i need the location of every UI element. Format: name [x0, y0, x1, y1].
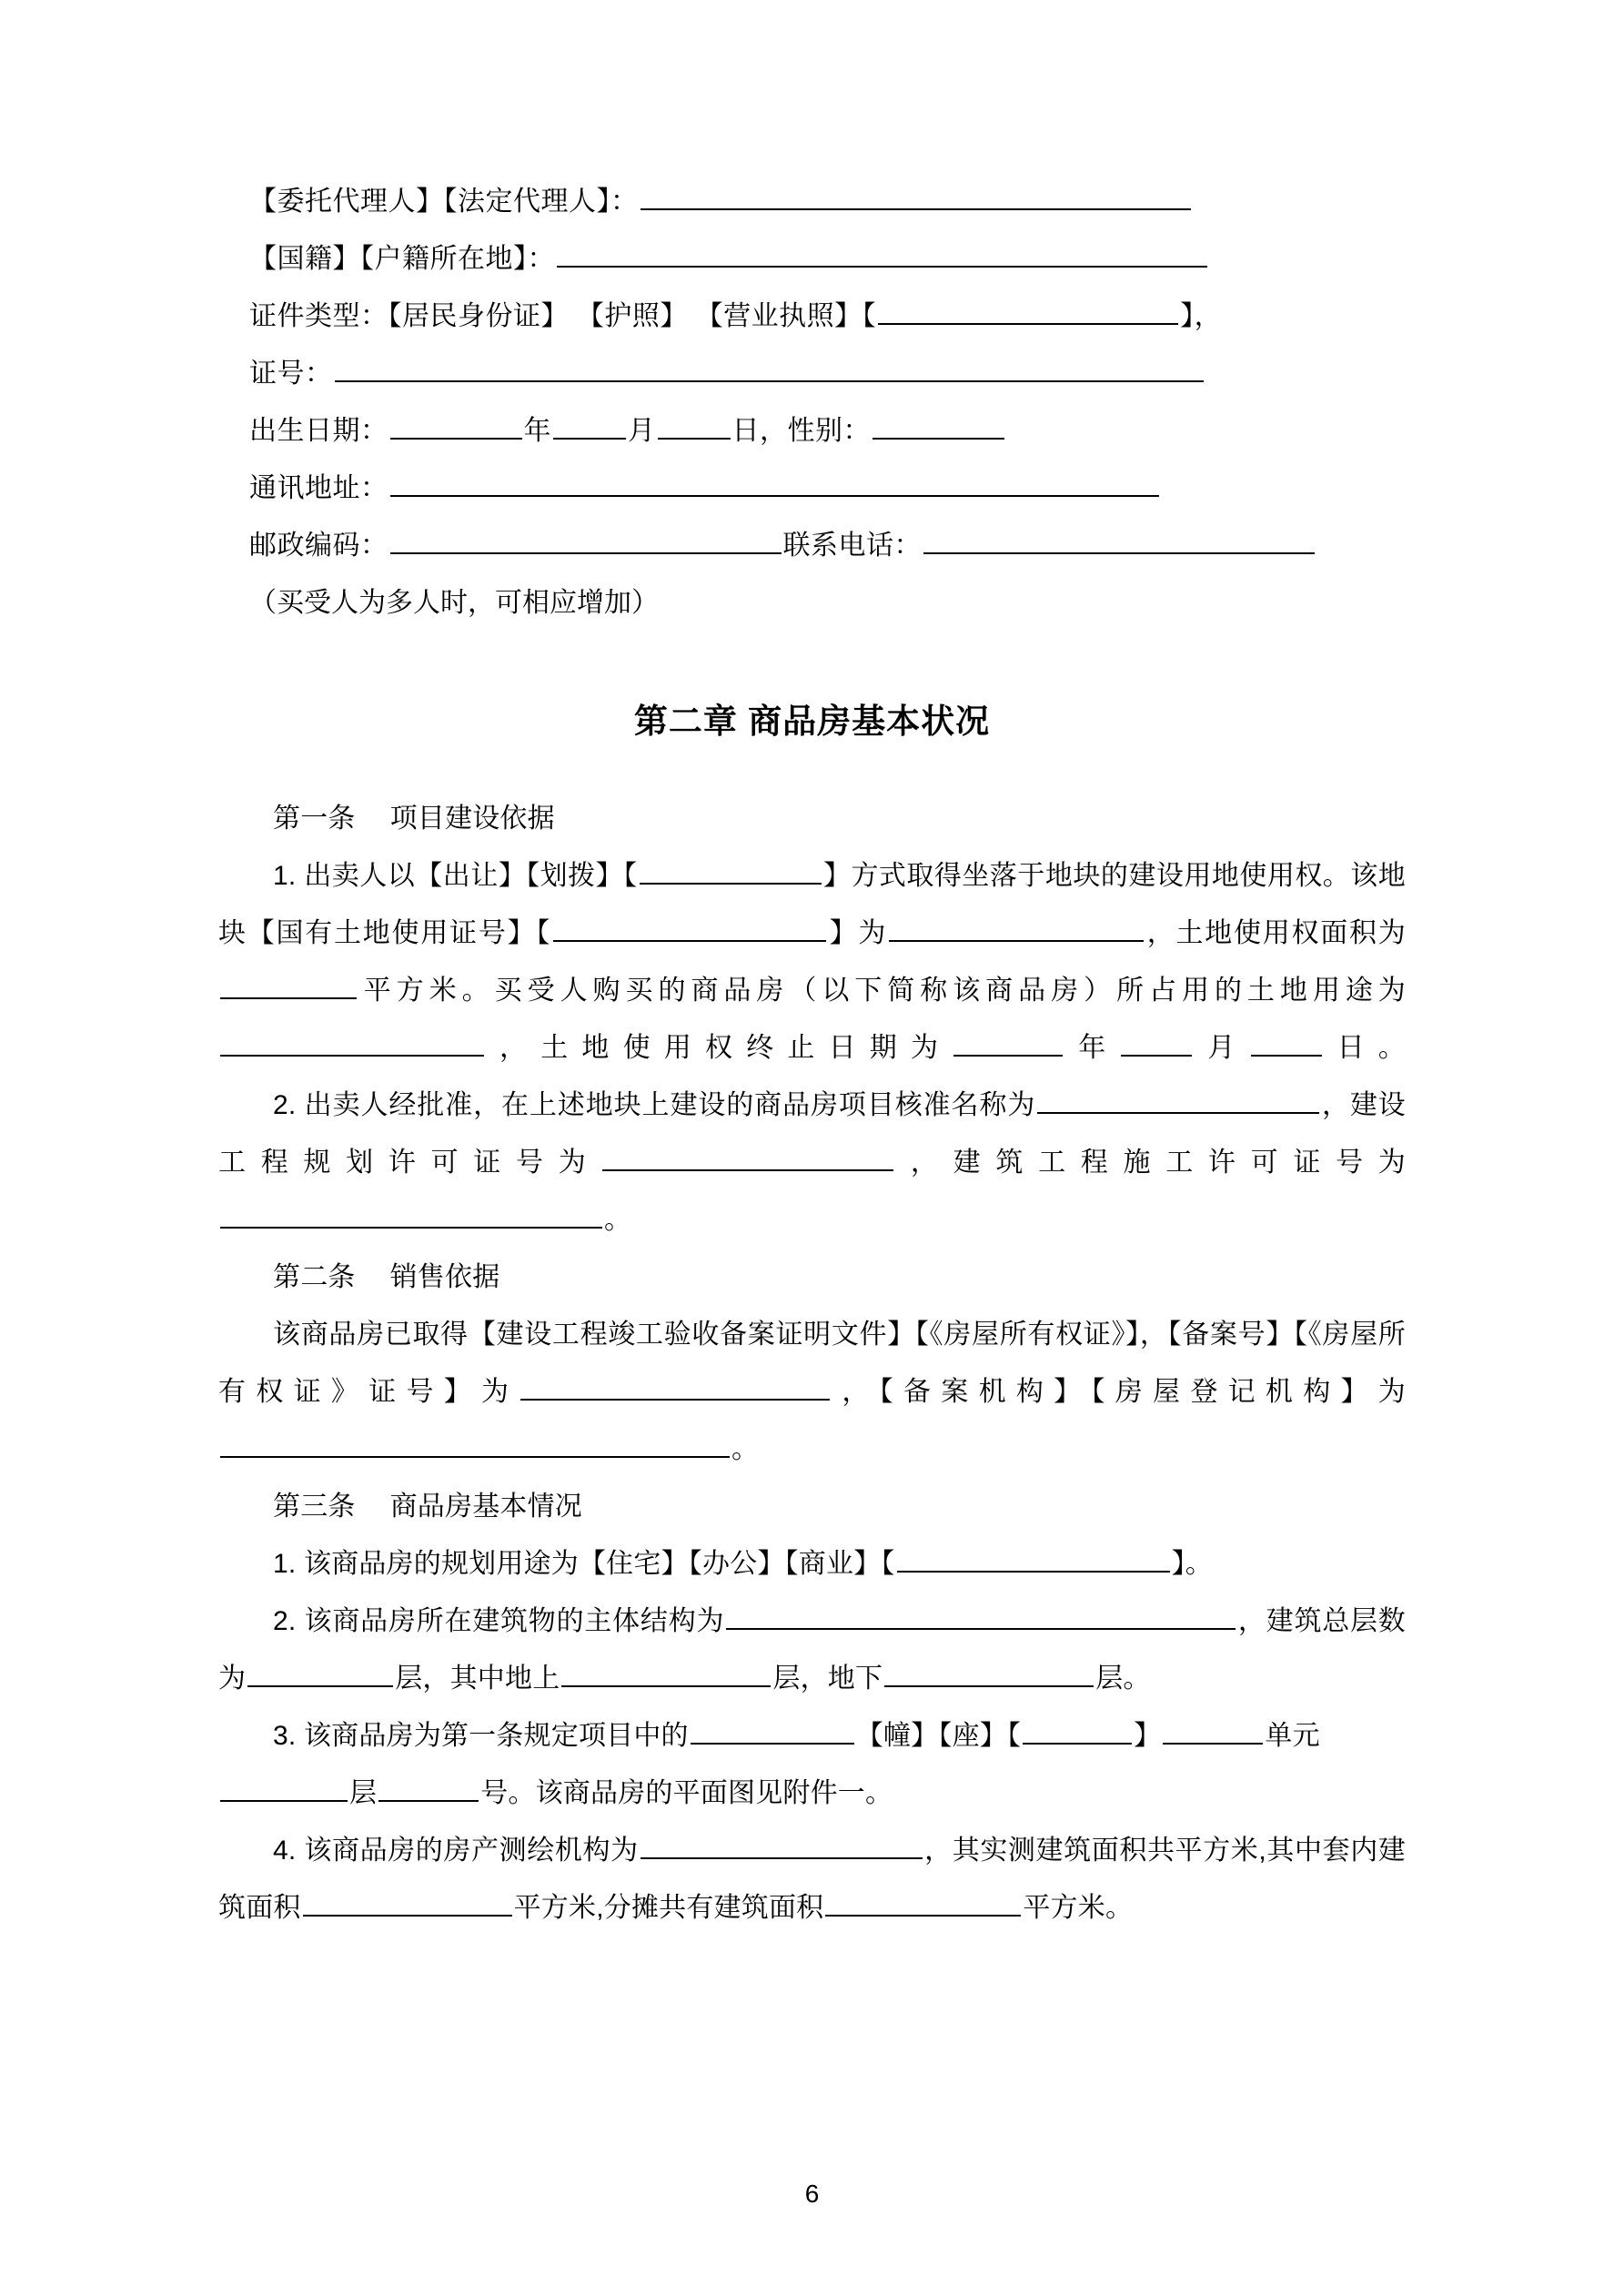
- fill-blank[interactable]: [335, 349, 1204, 382]
- fill-blank[interactable]: [220, 1425, 730, 1458]
- t: 4. 该商品房的房产测绘机构为: [273, 1836, 639, 1866]
- party-line-birth-label: 出生日期：: [249, 416, 388, 446]
- t: ，建筑工程施工许可证号为: [895, 1148, 1406, 1178]
- fill-blank[interactable]: [247, 1654, 393, 1687]
- fill-blank[interactable]: [220, 1024, 484, 1057]
- fill-blank[interactable]: [953, 1024, 1063, 1057]
- t: 。: [731, 1434, 760, 1464]
- article-2-paragraph: [218, 1306, 1406, 1478]
- fill-blank[interactable]: [640, 852, 822, 885]
- t: ，建筑总层数为: [218, 1606, 1406, 1694]
- party-line-phone-label: 联系电话：: [782, 531, 922, 561]
- fill-blank[interactable]: [658, 407, 731, 440]
- article-2-number: 第二条: [273, 1262, 356, 1292]
- article-1-number: 第一条: [273, 804, 356, 834]
- article-3-item-2: [218, 1593, 1406, 1707]
- fill-blank[interactable]: [641, 1826, 923, 1859]
- party-line-nationality: [218, 230, 1406, 288]
- birth-day-gender-label: 日，性别：: [731, 416, 871, 446]
- article-1-title: 项目建设依据: [389, 804, 555, 834]
- t: ，土地使用权面积为: [1145, 918, 1406, 948]
- fill-blank[interactable]: [878, 292, 1178, 325]
- fill-blank[interactable]: [884, 1654, 1094, 1687]
- t: 该商品房已取得【建设工程竣工验收备案证明文件】【《房屋所有权证》】，【备案号】【《房屋所有权证》证号】为: [218, 1320, 1406, 1407]
- article-3-number: 第三条: [273, 1492, 356, 1522]
- fill-blank[interactable]: [220, 1196, 602, 1229]
- fill-blank[interactable]: [557, 235, 1207, 268]
- article-3-item-1: [218, 1535, 1406, 1593]
- t: 1. 出卖人以【出让】【划拨】【: [273, 861, 638, 891]
- article-2-heading: [218, 1249, 1406, 1306]
- t: ，建设工程规划许可证号为: [218, 1090, 1406, 1178]
- t: 层。: [1095, 1664, 1151, 1694]
- fill-blank[interactable]: [303, 1884, 512, 1917]
- fill-blank[interactable]: [923, 521, 1315, 554]
- t: 平方米,分摊共有建筑面积: [513, 1893, 824, 1923]
- fill-blank[interactable]: [561, 1654, 771, 1687]
- t: 月: [1194, 1033, 1249, 1063]
- fill-blank[interactable]: [390, 407, 522, 440]
- t: 】。: [1171, 1549, 1213, 1579]
- fill-blank[interactable]: [873, 407, 1004, 440]
- party-line-postcode-label: 邮政编码：: [249, 531, 388, 561]
- fill-blank[interactable]: [390, 521, 782, 554]
- party-line-idnumber-label: 证号：: [249, 359, 333, 389]
- party-line-agent: [218, 173, 1406, 230]
- t: 层，其中地上: [395, 1664, 560, 1694]
- fill-blank[interactable]: [220, 1769, 348, 1802]
- fill-blank[interactable]: [641, 177, 1191, 210]
- fill-blank[interactable]: [520, 1368, 830, 1401]
- party-line-idtype-suffix: 】，: [1180, 301, 1223, 331]
- party-line-idtype: [218, 288, 1406, 345]
- fill-blank[interactable]: [1023, 1712, 1132, 1745]
- chapter-title: 第二章 商品房基本状况: [633, 703, 991, 740]
- t: 。: [604, 1205, 632, 1235]
- fill-blank[interactable]: [220, 966, 357, 999]
- article-2-title: 销售依据: [389, 1262, 500, 1292]
- t: 单元: [1265, 1721, 1320, 1751]
- fill-blank[interactable]: [726, 1597, 1236, 1630]
- party-line-idnumber: [218, 345, 1406, 402]
- fill-blank[interactable]: [897, 1540, 1170, 1573]
- t: 2. 出卖人经批准，在上述地块上建设的商品房项目核准名称为: [273, 1090, 1036, 1120]
- t: 层: [349, 1778, 378, 1808]
- party-block-note: （买受人为多人时，可相应增加）: [249, 588, 659, 618]
- article-1-heading: [218, 790, 1406, 847]
- fill-blank[interactable]: [1121, 1024, 1192, 1057]
- fill-blank[interactable]: [553, 909, 826, 942]
- t: 】: [1134, 1721, 1162, 1751]
- fill-blank[interactable]: [602, 1138, 893, 1171]
- party-line-birth: [218, 402, 1406, 460]
- t: ，其实测建筑面积共平方米,其中套内建筑面积: [218, 1836, 1406, 1923]
- t: 年: [1064, 1033, 1120, 1063]
- birth-year-unit: 年: [523, 416, 551, 446]
- article-3-item-3b: [218, 1765, 1406, 1822]
- t: ，土地使用权终止日期为: [486, 1033, 953, 1063]
- t: 3. 该商品房为第一条规定项目中的: [273, 1721, 689, 1751]
- article-3-item-3: [218, 1707, 1406, 1765]
- fill-blank[interactable]: [1251, 1024, 1322, 1057]
- t: 1. 该商品房的规划用途为【住宅】【办公】【商业】【: [273, 1549, 895, 1579]
- birth-month-unit: 月: [628, 416, 656, 446]
- party-line-agent-label: 【委托代理人】【法定代理人】：: [249, 187, 639, 217]
- fill-blank[interactable]: [390, 464, 1159, 497]
- party-line-address: [218, 460, 1406, 517]
- party-block: [218, 173, 1406, 632]
- t: 平方米。买受人购买的商品房（以下简称该商品房）所占用的土地用途为: [358, 976, 1406, 1006]
- party-line-address-label: 通讯地址：: [249, 473, 388, 503]
- fill-blank[interactable]: [553, 407, 626, 440]
- party-line-postcode: [218, 517, 1406, 574]
- page-number: 6: [804, 2180, 820, 2208]
- fill-blank[interactable]: [1163, 1712, 1263, 1745]
- t: 层，地下: [772, 1664, 883, 1694]
- t: 号。该商品房的平面图见附件一。: [480, 1778, 893, 1808]
- article-3-item-4: [218, 1822, 1406, 1937]
- fill-blank[interactable]: [889, 909, 1144, 942]
- party-line-idtype-label: 证件类型：【居民身份证】 【护照】 【营业执照】【: [249, 301, 877, 331]
- t: 】为: [828, 918, 888, 948]
- t: 2. 该商品房所在建筑物的主体结构为: [273, 1606, 725, 1636]
- party-line-nationality-label: 【国籍】【户籍所在地】：: [249, 244, 555, 274]
- fill-blank[interactable]: [825, 1884, 1021, 1917]
- fill-blank[interactable]: [691, 1712, 854, 1745]
- article-3-heading: [218, 1478, 1406, 1535]
- t: 【幢】【座】【: [855, 1721, 1022, 1751]
- article-1-item-1: [218, 847, 1406, 1077]
- t: 平方米。: [1023, 1893, 1134, 1923]
- t: 】方式取得坐落于地块的建设用地使用权。该地块【国有土地使用证号】【: [218, 861, 1406, 948]
- t: ，【备案机构】【房屋登记机构】为: [832, 1377, 1407, 1407]
- t: 日。: [1323, 1033, 1407, 1063]
- fill-blank[interactable]: [1037, 1081, 1319, 1114]
- article-1-item-2: [218, 1077, 1406, 1249]
- article-3-title: 商品房基本情况: [389, 1492, 583, 1522]
- fill-blank[interactable]: [378, 1769, 479, 1802]
